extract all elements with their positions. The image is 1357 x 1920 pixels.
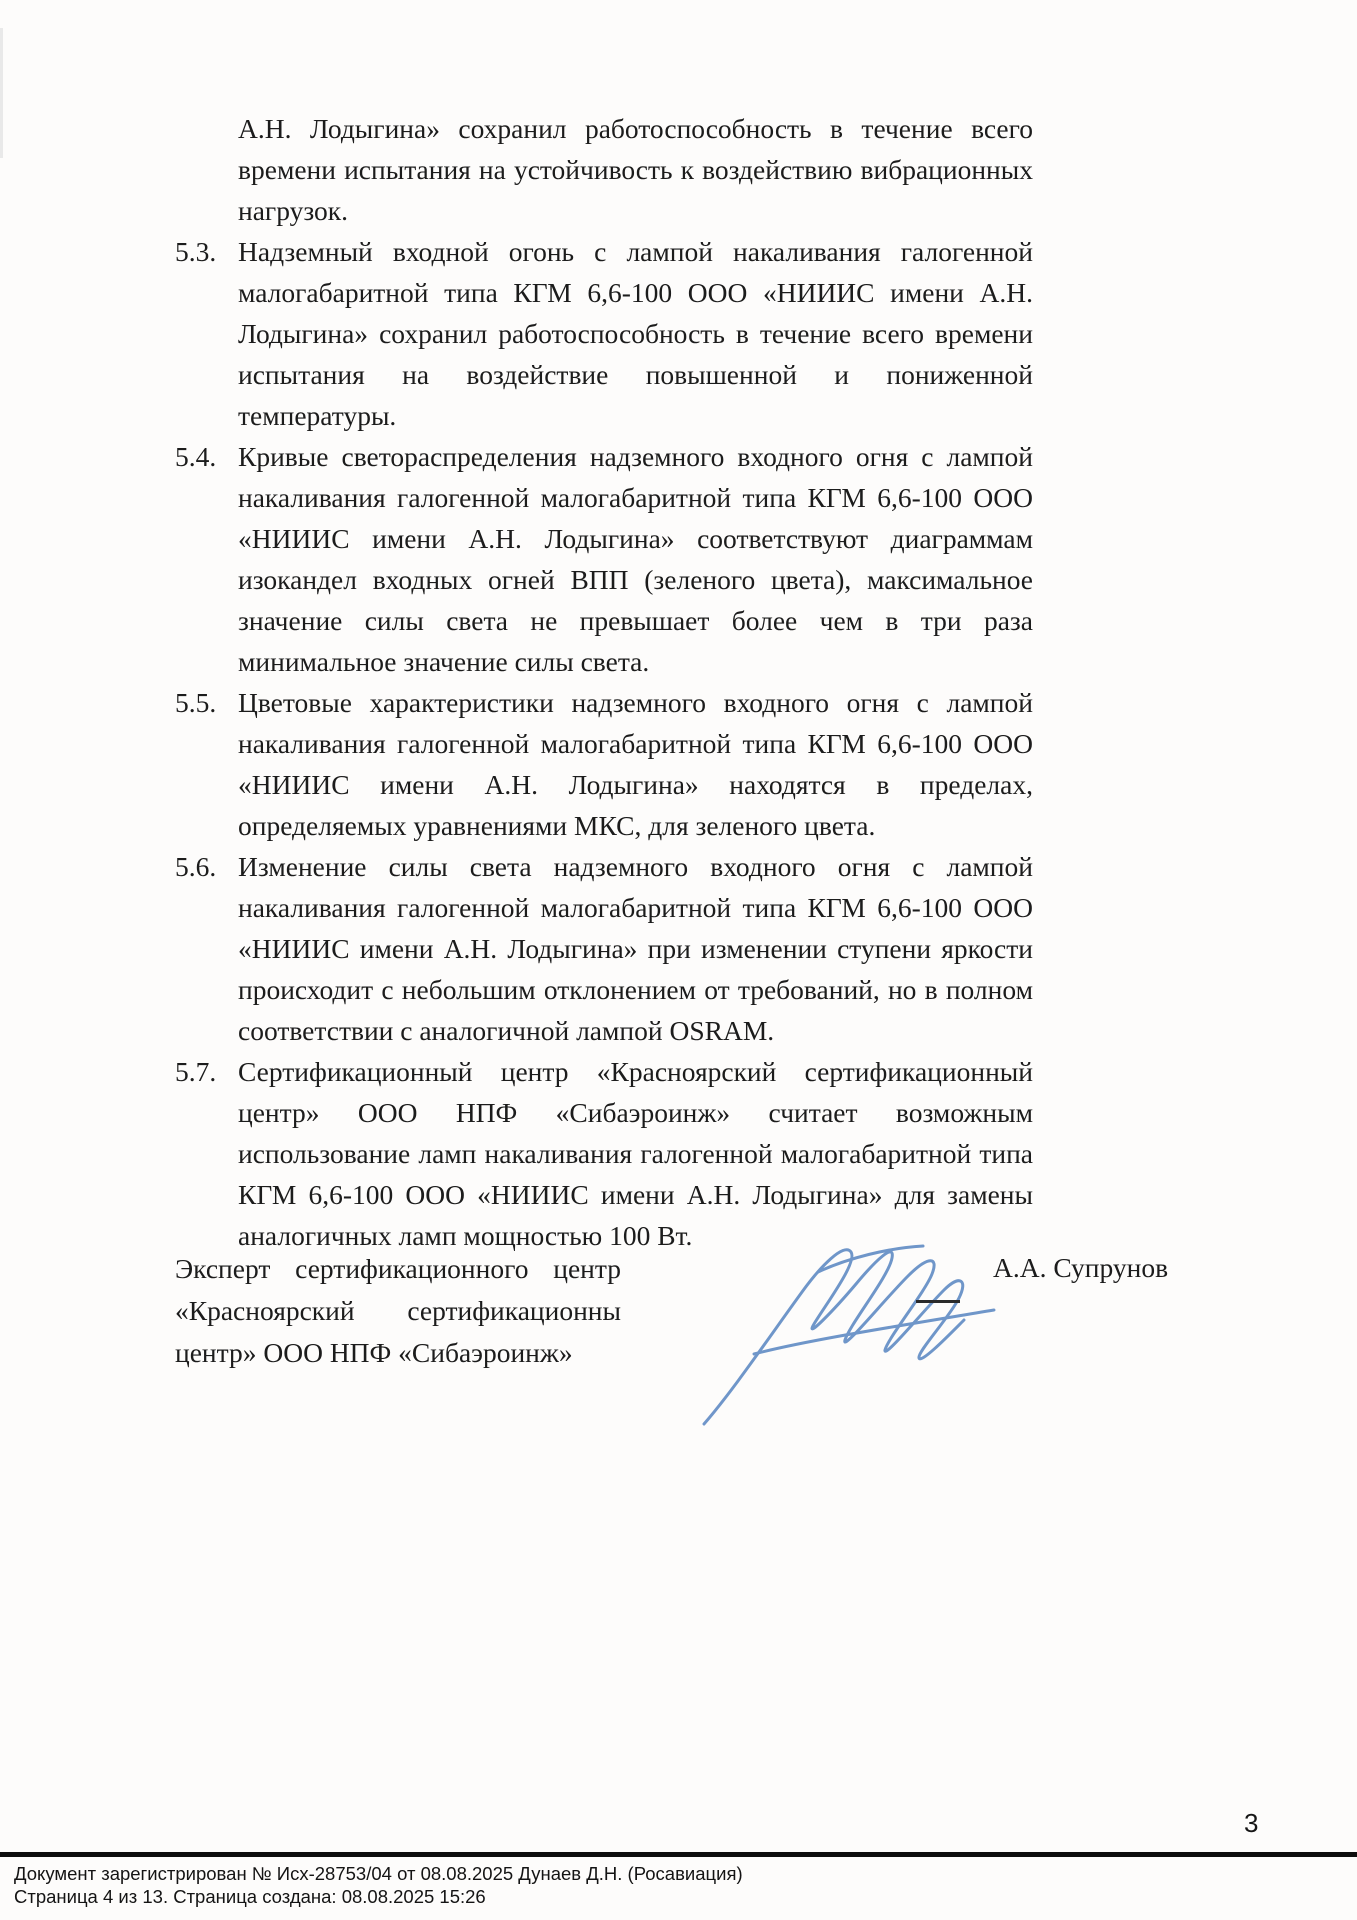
item-number: 5.7. <box>175 1056 217 1087</box>
list-item-5-5 <box>175 682 1033 846</box>
signatory-role <box>175 1248 621 1374</box>
signatory-role-line: «Красноярский сертификационны <box>175 1295 621 1326</box>
item-text: А.Н. Лодыгина» сохранил работоспособность в течение всего времени испытания на устойчивость к воздействию вибрационных нагрузок. <box>238 113 1033 226</box>
item-text: Сертификационный центр «Красноярский сертификационный центр» ООО НПФ «Сибаэроинж» считает возможным использование ламп накаливания галогенной малогабаритной типа КГМ 6,6-100 ООО «НИИИС имени А.Н. Лодыгина» для замены аналогичных ламп мощностью 100 Вт. <box>238 1056 1033 1251</box>
signatory-role-line: центр» ООО НПФ «Сибаэроинж» <box>175 1337 573 1368</box>
registration-stamp-line2: Страница 4 из 13. Страница создана: 08.08.2025 15:26 <box>14 1886 486 1907</box>
item-text: Надземный входной огонь с лампой накаливания галогенной малогабаритной типа КГМ 6,6-100 ООО «НИИИС имени А.Н. Лодыгина» сохранил работоспособность в течение всего времени испытания на воздействие повышенной и пониженной температуры. <box>238 236 1033 431</box>
list-item-5-4 <box>175 436 1033 682</box>
registration-stamp-line1: Документ зарегистрирован № Исх-28753/04 от 08.08.2025 Дунаев Д.Н. (Росавиация) <box>14 1863 743 1884</box>
item-number: 5.4. <box>175 441 217 472</box>
signature-line <box>916 1300 960 1303</box>
list-item-5-7 <box>175 1051 1033 1256</box>
item-text: Изменение силы света надземного входного огня с лампой накаливания галогенной малогабаритной типа КГМ 6,6-100 ООО «НИИИС имени А.Н. Лодыгина» при изменении ступени яркости происходит с небольшим отклонением от требований, но в полном соответствии с аналогичной лампой OSRAM. <box>238 851 1033 1046</box>
item-number: 5.5. <box>175 687 217 718</box>
signatory-name: А.А. Супрунов <box>993 1252 1169 1283</box>
item-number <box>175 108 238 231</box>
page-number: 3 <box>1244 1808 1259 1838</box>
item-number: 5.3. <box>175 236 217 267</box>
scan-artifact <box>0 28 3 158</box>
footer-divider <box>0 1852 1357 1857</box>
paragraph-continuation <box>175 108 1033 231</box>
item-text: Кривые светораспределения надземного входного огня с лампой накаливания галогенной малогабаритной типа КГМ 6,6-100 ООО «НИИИС имени А.Н. Лодыгина» соответствуют диаграммам изокандел входных огней ВПП (зеленого цвета), максимальное значение силы света не превышает более чем в три раза минимальное значение силы света. <box>238 441 1033 677</box>
handwritten-signature-ink <box>698 1228 1043 1428</box>
registration-stamp <box>14 1862 1344 1908</box>
body-text-block <box>175 108 1033 1256</box>
signatory-role-line: Эксперт сертификационного центр <box>175 1253 621 1284</box>
item-text: Цветовые характеристики надземного входного огня с лампой накаливания галогенной малогабаритной типа КГМ 6,6-100 ООО «НИИИС имени А.Н. Лодыгина» находятся в пределах, определяемых уравнениями МКС, для зеленого цвета. <box>238 687 1033 841</box>
item-number: 5.6. <box>175 851 217 882</box>
list-item-5-6 <box>175 846 1033 1051</box>
list-item-5-3 <box>175 231 1033 436</box>
